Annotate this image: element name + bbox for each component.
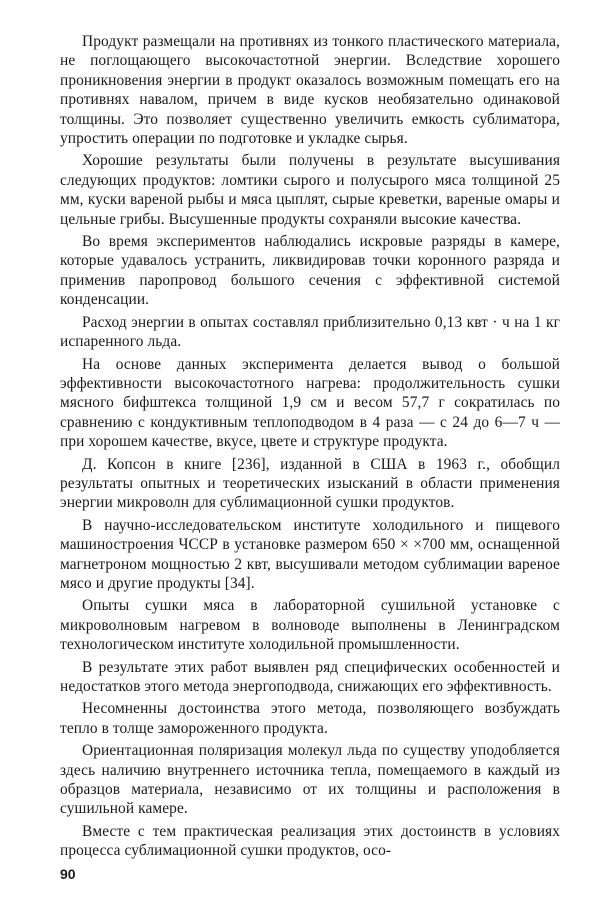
paragraph: В результате этих работ выявлен ряд специфических особенностей и недостатков этого метода энергоподвода, снижающих его эффективность. [60,658,560,695]
paragraph: Опыты сушки мяса в лабораторной сушильной установке с микроволновым нагревом в волноводе выполнены в Ленинградском технологическом институте холодильной промышленности. [60,597,560,654]
paragraph: Во время экспериментов наблюдались искровые разряды в камере, которые удавалось устранить, ликвидировав точки коронного разряда и применив паропровод большого сечения с эффективной системой конденсации. [60,233,560,309]
paragraph: Ориентационная поляризация молекул льда по существу уподобляется здесь наличию внутреннего источника тепла, помещаемого в каждый из образцов материала, независимо от их толщины и расположения в сушильной камере. [60,742,560,818]
paragraph: Расход энергии в опытах составлял приблизительно 0,13 квт · ч на 1 кг испаренного льда. [60,313,560,351]
body-text [60,32,560,861]
paragraph: Д. Копсон в книге [236], изданной в США в 1963 г., обобщил результаты опытных и теоретических изысканий в области применения энергии микроволн для сублимационной сушки продуктов. [60,455,560,512]
paragraph: На основе данных эксперимента делается вывод о большой эффективности высокочастотного нагрева: продолжительность сушки мясного бифштекса толщиной 1,9 см и весом 57,7 г сократилась по сравнению с кондуктивным теплоподводом в 4 раза — с 24 до 6—7 ч — при хорошем качестве, вкусе, цвете и структуре продукта. [60,355,560,451]
paragraph: В научно-исследовательском институте холодильного и пищевого машиностроения ЧССР в установке размером 650 × ×700 мм, оснащенной магнетроном мощностью 2 квт, высушивали методом сублимации вареное мясо и другие продукты [34]. [60,516,560,592]
page-number: 90 [60,866,76,882]
paragraph: Вместе с тем практическая реализация этих достоинств в условиях процесса сублимационной сушки продуктов, осо- [60,822,560,860]
paragraph: Продукт размещали на противнях из тонкого пластического материала, не поглощающего высокочастотной энергии. Вследствие хорошего проникновения энергии в продукт оказалось возможным помещать его на противнях навалом, причем в виде кусков необязательно одинаковой толщины. Это позволяет существенно увеличить емкость сублиматора, упростить операции по подготовке и укладке сырья. [60,33,560,148]
paragraph: Хорошие результаты были получены в результате высушивания следующих продуктов: ломтики сырого и полусырого мяса толщиной 25 мм, куски вареной рыбы и мяса цыплят, сырые креветки, вареные омары и цельные грибы. Высушенные продукты сохраняли высокие качества. [60,152,560,228]
paragraph: Несомненны достоинства этого метода, позволяющего возбуждать тепло в толще замороженного продукта. [60,700,560,737]
